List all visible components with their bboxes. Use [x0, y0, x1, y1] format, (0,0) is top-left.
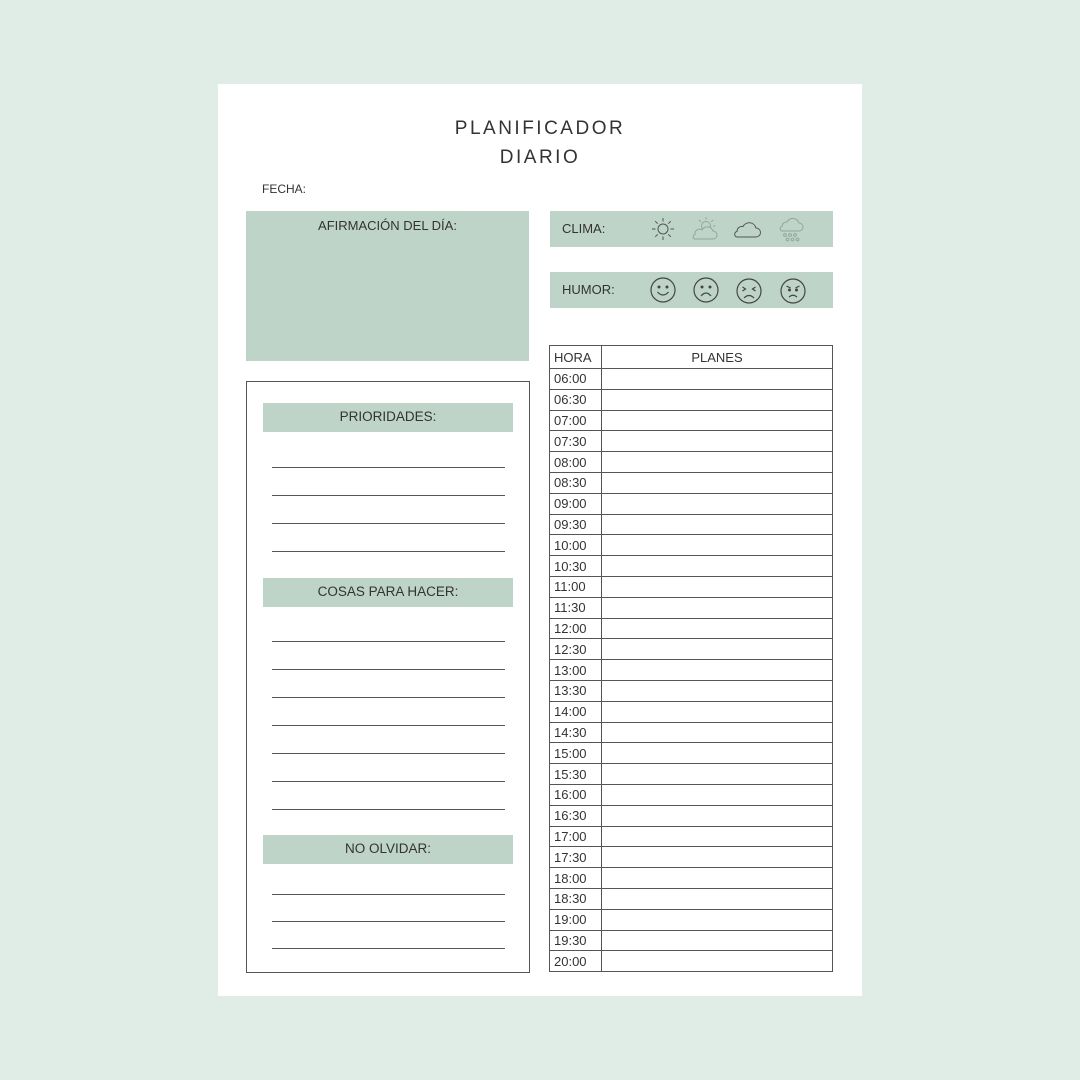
humor-bar	[550, 272, 833, 308]
plan-cell[interactable]	[602, 722, 833, 743]
schedule-row	[550, 389, 833, 410]
plan-cell[interactable]	[602, 888, 833, 909]
plan-cell[interactable]	[602, 826, 833, 847]
schedule-row	[550, 909, 833, 930]
plan-cell[interactable]	[602, 784, 833, 805]
rain-cloud-icon[interactable]	[777, 216, 805, 244]
prioridades-line[interactable]	[272, 551, 505, 552]
plan-cell[interactable]	[602, 556, 833, 577]
hour-cell: 18:00	[550, 868, 602, 889]
schedule-row	[550, 410, 833, 431]
cosas-line[interactable]	[272, 697, 505, 698]
hour-cell: 20:00	[550, 951, 602, 972]
prioridades-line[interactable]	[272, 523, 505, 524]
schedule-row	[550, 930, 833, 951]
schedule-row	[550, 784, 833, 805]
hour-cell: 08:00	[550, 452, 602, 473]
plan-cell[interactable]	[602, 369, 833, 390]
afirmacion-box[interactable]	[246, 211, 529, 361]
schedule-row	[550, 618, 833, 639]
schedule-row	[550, 556, 833, 577]
cosas-line[interactable]	[272, 669, 505, 670]
schedule-row	[550, 660, 833, 681]
schedule-row	[550, 597, 833, 618]
plan-cell[interactable]	[602, 597, 833, 618]
olvidar-header: NO OLVIDAR:	[263, 835, 513, 864]
schedule-row	[550, 888, 833, 909]
planner-page	[218, 84, 862, 996]
plan-cell[interactable]	[602, 431, 833, 452]
hour-cell: 13:30	[550, 680, 602, 701]
plan-cell[interactable]	[602, 493, 833, 514]
hour-cell: 09:00	[550, 493, 602, 514]
hour-cell: 17:30	[550, 847, 602, 868]
plan-cell[interactable]	[602, 660, 833, 681]
schedule-row	[550, 472, 833, 493]
plan-cell[interactable]	[602, 868, 833, 889]
hour-cell: 15:30	[550, 764, 602, 785]
tired-face-icon[interactable]	[735, 277, 763, 305]
schedule-row	[550, 722, 833, 743]
plan-cell[interactable]	[602, 472, 833, 493]
title-line-1: PLANIFICADOR	[454, 118, 626, 139]
plan-cell[interactable]	[602, 805, 833, 826]
schedule-row	[550, 847, 833, 868]
hour-cell: 18:30	[550, 888, 602, 909]
plan-cell[interactable]	[602, 951, 833, 972]
schedule-row	[550, 826, 833, 847]
angry-face-icon[interactable]	[779, 277, 807, 305]
hour-cell: 11:00	[550, 576, 602, 597]
partly-sunny-icon[interactable]	[691, 216, 719, 242]
humor-label: HUMOR:	[562, 282, 615, 297]
schedule-row	[550, 535, 833, 556]
plan-cell[interactable]	[602, 514, 833, 535]
sun-icon[interactable]	[650, 216, 676, 242]
hour-cell: 06:00	[550, 369, 602, 390]
schedule-row	[550, 764, 833, 785]
clima-bar	[550, 211, 833, 247]
planes-header: PLANES	[602, 346, 833, 369]
plan-cell[interactable]	[602, 410, 833, 431]
plan-cell[interactable]	[602, 452, 833, 473]
hour-cell: 10:00	[550, 535, 602, 556]
cosas-line[interactable]	[272, 809, 505, 810]
fecha-label: FECHA:	[262, 182, 307, 196]
olvidar-line[interactable]	[272, 894, 505, 895]
schedule-table	[549, 345, 833, 972]
olvidar-line[interactable]	[272, 948, 505, 949]
hora-header: HORA	[550, 346, 602, 369]
plan-cell[interactable]	[602, 743, 833, 764]
cloud-icon[interactable]	[732, 216, 762, 242]
schedule-row	[550, 805, 833, 826]
title-line-2: DIARIO	[499, 147, 581, 168]
schedule-row	[550, 431, 833, 452]
plan-cell[interactable]	[602, 639, 833, 660]
plan-cell[interactable]	[602, 680, 833, 701]
schedule-row	[550, 680, 833, 701]
plan-cell[interactable]	[602, 909, 833, 930]
hour-cell: 19:30	[550, 930, 602, 951]
schedule-row	[550, 951, 833, 972]
schedule-row	[550, 868, 833, 889]
hour-cell: 16:00	[550, 784, 602, 805]
hour-cell: 07:00	[550, 410, 602, 431]
cosas-header: COSAS PARA HACER:	[263, 578, 513, 607]
plan-cell[interactable]	[602, 618, 833, 639]
clima-label: CLIMA:	[562, 221, 606, 236]
plan-cell[interactable]	[602, 535, 833, 556]
hour-cell: 13:00	[550, 660, 602, 681]
prioridades-header: PRIORIDADES:	[263, 403, 513, 432]
hour-cell: 14:30	[550, 722, 602, 743]
hour-cell: 19:00	[550, 909, 602, 930]
hour-cell: 16:30	[550, 805, 602, 826]
page-title	[218, 114, 862, 172]
hour-cell: 17:00	[550, 826, 602, 847]
plan-cell[interactable]	[602, 576, 833, 597]
notes-box	[246, 381, 530, 973]
schedule-row	[550, 452, 833, 473]
cosas-line[interactable]	[272, 753, 505, 754]
schedule-row	[550, 369, 833, 390]
prioridades-line[interactable]	[272, 495, 505, 496]
schedule-row	[550, 576, 833, 597]
schedule-row	[550, 514, 833, 535]
happy-face-icon[interactable]	[649, 276, 677, 304]
sad-face-icon[interactable]	[692, 276, 720, 304]
hour-cell: 15:00	[550, 743, 602, 764]
hour-cell: 08:30	[550, 472, 602, 493]
cosas-line[interactable]	[272, 781, 505, 782]
schedule-row	[550, 639, 833, 660]
hour-cell: 12:30	[550, 639, 602, 660]
hour-cell: 09:30	[550, 514, 602, 535]
prioridades-line[interactable]	[272, 467, 505, 468]
plan-cell[interactable]	[602, 389, 833, 410]
plan-cell[interactable]	[602, 701, 833, 722]
plan-cell[interactable]	[602, 847, 833, 868]
hour-cell: 07:30	[550, 431, 602, 452]
hour-cell: 11:30	[550, 597, 602, 618]
schedule-row	[550, 743, 833, 764]
hour-cell: 14:00	[550, 701, 602, 722]
hour-cell: 06:30	[550, 389, 602, 410]
hour-cell: 12:00	[550, 618, 602, 639]
cosas-line[interactable]	[272, 725, 505, 726]
schedule-row	[550, 701, 833, 722]
plan-cell[interactable]	[602, 764, 833, 785]
schedule-row	[550, 493, 833, 514]
cosas-line[interactable]	[272, 641, 505, 642]
olvidar-line[interactable]	[272, 921, 505, 922]
hour-cell: 10:30	[550, 556, 602, 577]
afirmacion-label: AFIRMACIÓN DEL DÍA:	[318, 218, 457, 233]
plan-cell[interactable]	[602, 930, 833, 951]
